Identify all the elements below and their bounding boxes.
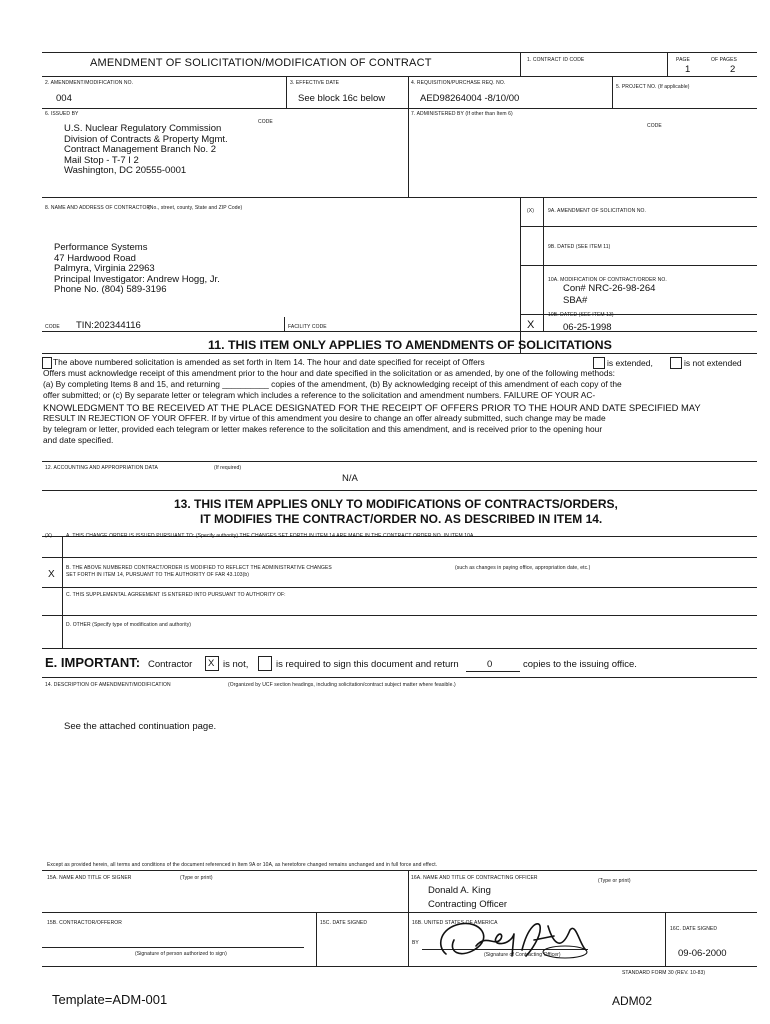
important-contractor: Contractor bbox=[148, 659, 193, 670]
page-number: 1 bbox=[685, 64, 691, 75]
standard-form-label: STANDARD FORM 30 (REV. 10-83) bbox=[622, 970, 706, 976]
amendment-no: 004 bbox=[56, 93, 72, 104]
item-13b-mark: X bbox=[48, 569, 55, 580]
effective-date: See block 16c below bbox=[298, 93, 386, 104]
item-14-hint: (Organized by UCF section headings, including solicitation/contract subject matter where feasible.) bbox=[228, 682, 456, 688]
item-13c-text: C. THIS SUPPLEMENTAL AGREEMENT IS ENTERED INTO PURSUANT TO AUTHORITY OF: bbox=[66, 592, 286, 598]
contractor-line: Performance Systems bbox=[54, 242, 148, 253]
copies-count: 0 bbox=[487, 659, 493, 670]
item-15b-label: 15B. CONTRACTOR/OFFEROR bbox=[47, 920, 122, 926]
requisition-no: AED98264004 -8/10/00 bbox=[420, 93, 520, 104]
item-11-line: Offers must acknowledge receipt of this amendment prior to the hour and date specified in the solicitation or as amended, by one of the following methods: bbox=[43, 368, 615, 378]
item-16c-label: 16C. DATE SIGNED bbox=[670, 926, 718, 932]
x-column-label: (X) bbox=[527, 208, 534, 214]
item-11-line: RESULT IN REJECTION OF YOUR OFFER. If by virtue of this amendment you desire to change an offer already submitted, such change may be made bbox=[43, 412, 606, 423]
item-15a-label: 15A. NAME AND TITLE OF SIGNER bbox=[47, 875, 132, 881]
item-13-heading: 13. THIS ITEM APPLIES ONLY TO MODIFICATIONS OF CONTRACTS/ORDERS, bbox=[174, 497, 618, 511]
item-11-text bbox=[53, 357, 485, 368]
important-label: E. IMPORTANT: bbox=[45, 655, 141, 670]
contractor-hint: (No., street, county, State and ZIP Code) bbox=[148, 205, 243, 211]
copies-tail: copies to the issuing office. bbox=[523, 659, 637, 670]
item-13a-text: A. THIS CHANGE ORDER IS ISSUED PURSUANT TO: (Specify authority) THE CHANGES SET FORTH IN ITEM 14 ARE MADE IN THE CONTRACT ORDER NO. IN ITEM 10A bbox=[66, 533, 474, 539]
page-count: 2 bbox=[730, 64, 736, 75]
contractor-label: 8. NAME AND ADDRESS OF CONTRACTOR bbox=[45, 205, 151, 211]
item-14-label: 14. DESCRIPTION OF AMENDMENT/MODIFICATION bbox=[45, 682, 171, 688]
effective-date-label: 3. EFFECTIVE DATE bbox=[290, 80, 340, 86]
tin-code-label: CODE bbox=[45, 324, 60, 330]
tin-value: TIN:202344116 bbox=[76, 320, 141, 331]
officer-title: Contracting Officer bbox=[428, 899, 508, 910]
administered-code-label: CODE bbox=[647, 123, 662, 129]
item-16a-label: 16A. NAME AND TITLE OF CONTRACTING OFFICER bbox=[411, 875, 538, 881]
contract-id-label: 1. CONTRACT ID CODE bbox=[527, 57, 585, 63]
item-16b-signature-label: (Signature of Contracting Officer) bbox=[484, 952, 561, 958]
page-label: PAGE bbox=[676, 57, 690, 63]
item-11-text-body bbox=[43, 368, 701, 446]
template-id: Template=ADM-001 bbox=[52, 992, 168, 1007]
officer-signature bbox=[430, 916, 600, 964]
contractor-address bbox=[54, 243, 220, 296]
is-not-mark: X bbox=[208, 658, 215, 669]
item-10a-label: 10A. MODIFICATION OF CONTRACT/ORDER NO. bbox=[548, 277, 667, 283]
sba-number: SBA# bbox=[563, 295, 588, 306]
item-12-label: 12. ACCOUNTING AND APPROPRIATION DATA bbox=[45, 465, 158, 471]
amendment-no-label: 2. AMENDMENT/MODIFICATION NO. bbox=[45, 80, 134, 86]
item-12-value: N/A bbox=[342, 473, 358, 484]
facility-code-label: FACILITY CODE bbox=[288, 324, 327, 330]
issued-by-code-label: CODE bbox=[258, 119, 273, 125]
item-11-line: KNOWLEDGMENT TO BE RECEIVED AT THE PLACE DESIGNATED FOR THE RECEIPT OF OFFERS PRIOR TO THE HOUR AND DATE SPECIFIED MAY bbox=[43, 401, 701, 413]
officer-name: Donald A. King bbox=[428, 885, 491, 896]
item-9b-label: 9B. DATED (SEE ITEM 11) bbox=[548, 244, 611, 250]
contractor-line: Phone No. (804) 589-3196 bbox=[54, 284, 167, 296]
issuer-line: Mail Stop - T-7 I 2 bbox=[64, 154, 139, 166]
item-15c-label: 15C. DATE SIGNED bbox=[320, 920, 368, 926]
item-9a-label: 9A. AMENDMENT OF SOLICITATION NO. bbox=[548, 208, 647, 214]
item-11-heading: 11. THIS ITEM ONLY APPLIES TO AMENDMENTS OF SOLICITATIONS bbox=[208, 338, 612, 352]
is-extended-label: is extended, bbox=[607, 358, 653, 368]
form-title: AMENDMENT OF SOLICITATION/MODIFICATION OF CONTRACT bbox=[90, 57, 432, 69]
is-required-label: is required to sign this document and return bbox=[276, 659, 459, 670]
administered-by-label: 7. ADMINISTERED BY (If other than Item 6) bbox=[411, 111, 513, 117]
item-10b-date: 06-25-1998 bbox=[563, 322, 612, 333]
is-not-label: is not, bbox=[223, 659, 249, 670]
item-11-line: by telegram or letter, provided each telegram or letter makes reference to the solicitation and this amendment, and is received prior to the opening hour bbox=[43, 424, 603, 435]
item-11-line: The above numbered solicitation is amended as set forth in Item 14. The hour and date specified for receipt of Offers bbox=[53, 357, 485, 367]
contract-number: Con# NRC-26-98-264 bbox=[563, 283, 656, 294]
issued-by-label: 6. ISSUED BY bbox=[45, 111, 79, 117]
issuer-line: U.S. Nuclear Regulatory Commission bbox=[64, 123, 222, 134]
contractor-line: Palmyra, Virginia 22963 bbox=[54, 263, 155, 275]
item-11-line: (a) By completing Items 8 and 15, and returning __________ copies of the amendment, (b) By acknowledging receipt of this amendment of each copy of the bbox=[43, 379, 622, 390]
document-code: ADM02 bbox=[612, 994, 653, 1008]
of-pages-label: OF PAGES bbox=[711, 57, 737, 63]
item-10-mark: X bbox=[527, 319, 535, 331]
item-13-subheading: IT MODIFIES THE CONTRACT/ORDER NO. AS DESCRIBED IN ITEM 14. bbox=[200, 512, 603, 526]
item-16c-date: 09-06-2000 bbox=[678, 948, 727, 959]
item-13b-text: B. THE ABOVE NUMBERED CONTRACT/ORDER IS MODIFIED TO REFLECT THE ADMINISTRATIVE CHANGES bbox=[66, 565, 332, 571]
contractor-line: 47 Hardwood Road bbox=[54, 252, 136, 264]
by-label: BY bbox=[412, 940, 419, 946]
project-no-label: 5. PROJECT NO. (If applicable) bbox=[616, 84, 690, 90]
except-note: Except as provided herein, all terms and conditions of the document referenced in Item 9A or 10A, as heretofore changed remains unchanged and in full force and effect. bbox=[47, 862, 438, 868]
item-16b-label: 16B. UNITED STATES OF AMERICA bbox=[412, 920, 498, 926]
item-15a-hint: (Type or print) bbox=[180, 875, 213, 881]
item-11-line: and date specified. bbox=[43, 435, 114, 446]
is-required-checkbox[interactable] bbox=[258, 656, 272, 671]
contractor-line: Principal Investigator: Andrew Hogg, Jr. bbox=[54, 273, 220, 285]
item-14-body: See the attached continuation page. bbox=[64, 721, 217, 732]
item-12-hint: (If required) bbox=[214, 465, 242, 471]
item-16a-hint: (Type or print) bbox=[598, 878, 631, 884]
item-15b-signature-label: (Signature of person authorized to sign) bbox=[135, 951, 227, 957]
item-10b-label: 10B. DATED (SEE ITEM 13) bbox=[548, 312, 614, 318]
item-13d-text: D. OTHER (Specify type of modification and authority) bbox=[66, 622, 192, 628]
is-not-extended-label: is not extended bbox=[684, 358, 742, 368]
issuer-line: Division of Contracts & Property Mgmt. bbox=[64, 133, 228, 145]
issuer-address bbox=[64, 124, 228, 177]
requisition-label: 4. REQUISITION/PURCHASE REQ. NO. bbox=[411, 80, 506, 86]
item-13b-hint: (such as changes in paying office, appropriation date, etc.) bbox=[455, 565, 591, 571]
item-11-line: offer submitted; or (c) By separate letter or telegram which includes a reference to the solicitation and amendment numbers. FAILURE OF YOUR AC- bbox=[43, 390, 596, 401]
item-13-x-label: (X) bbox=[45, 533, 52, 539]
issuer-line: Washington, DC 20555-0001 bbox=[64, 165, 187, 177]
issuer-line: Contract Management Branch No. 2 bbox=[64, 144, 217, 156]
item-13b-authority: SET FORTH IN ITEM 14, PURSUANT TO THE AUTHORITY OF FAR 43.103(b) bbox=[66, 572, 250, 578]
